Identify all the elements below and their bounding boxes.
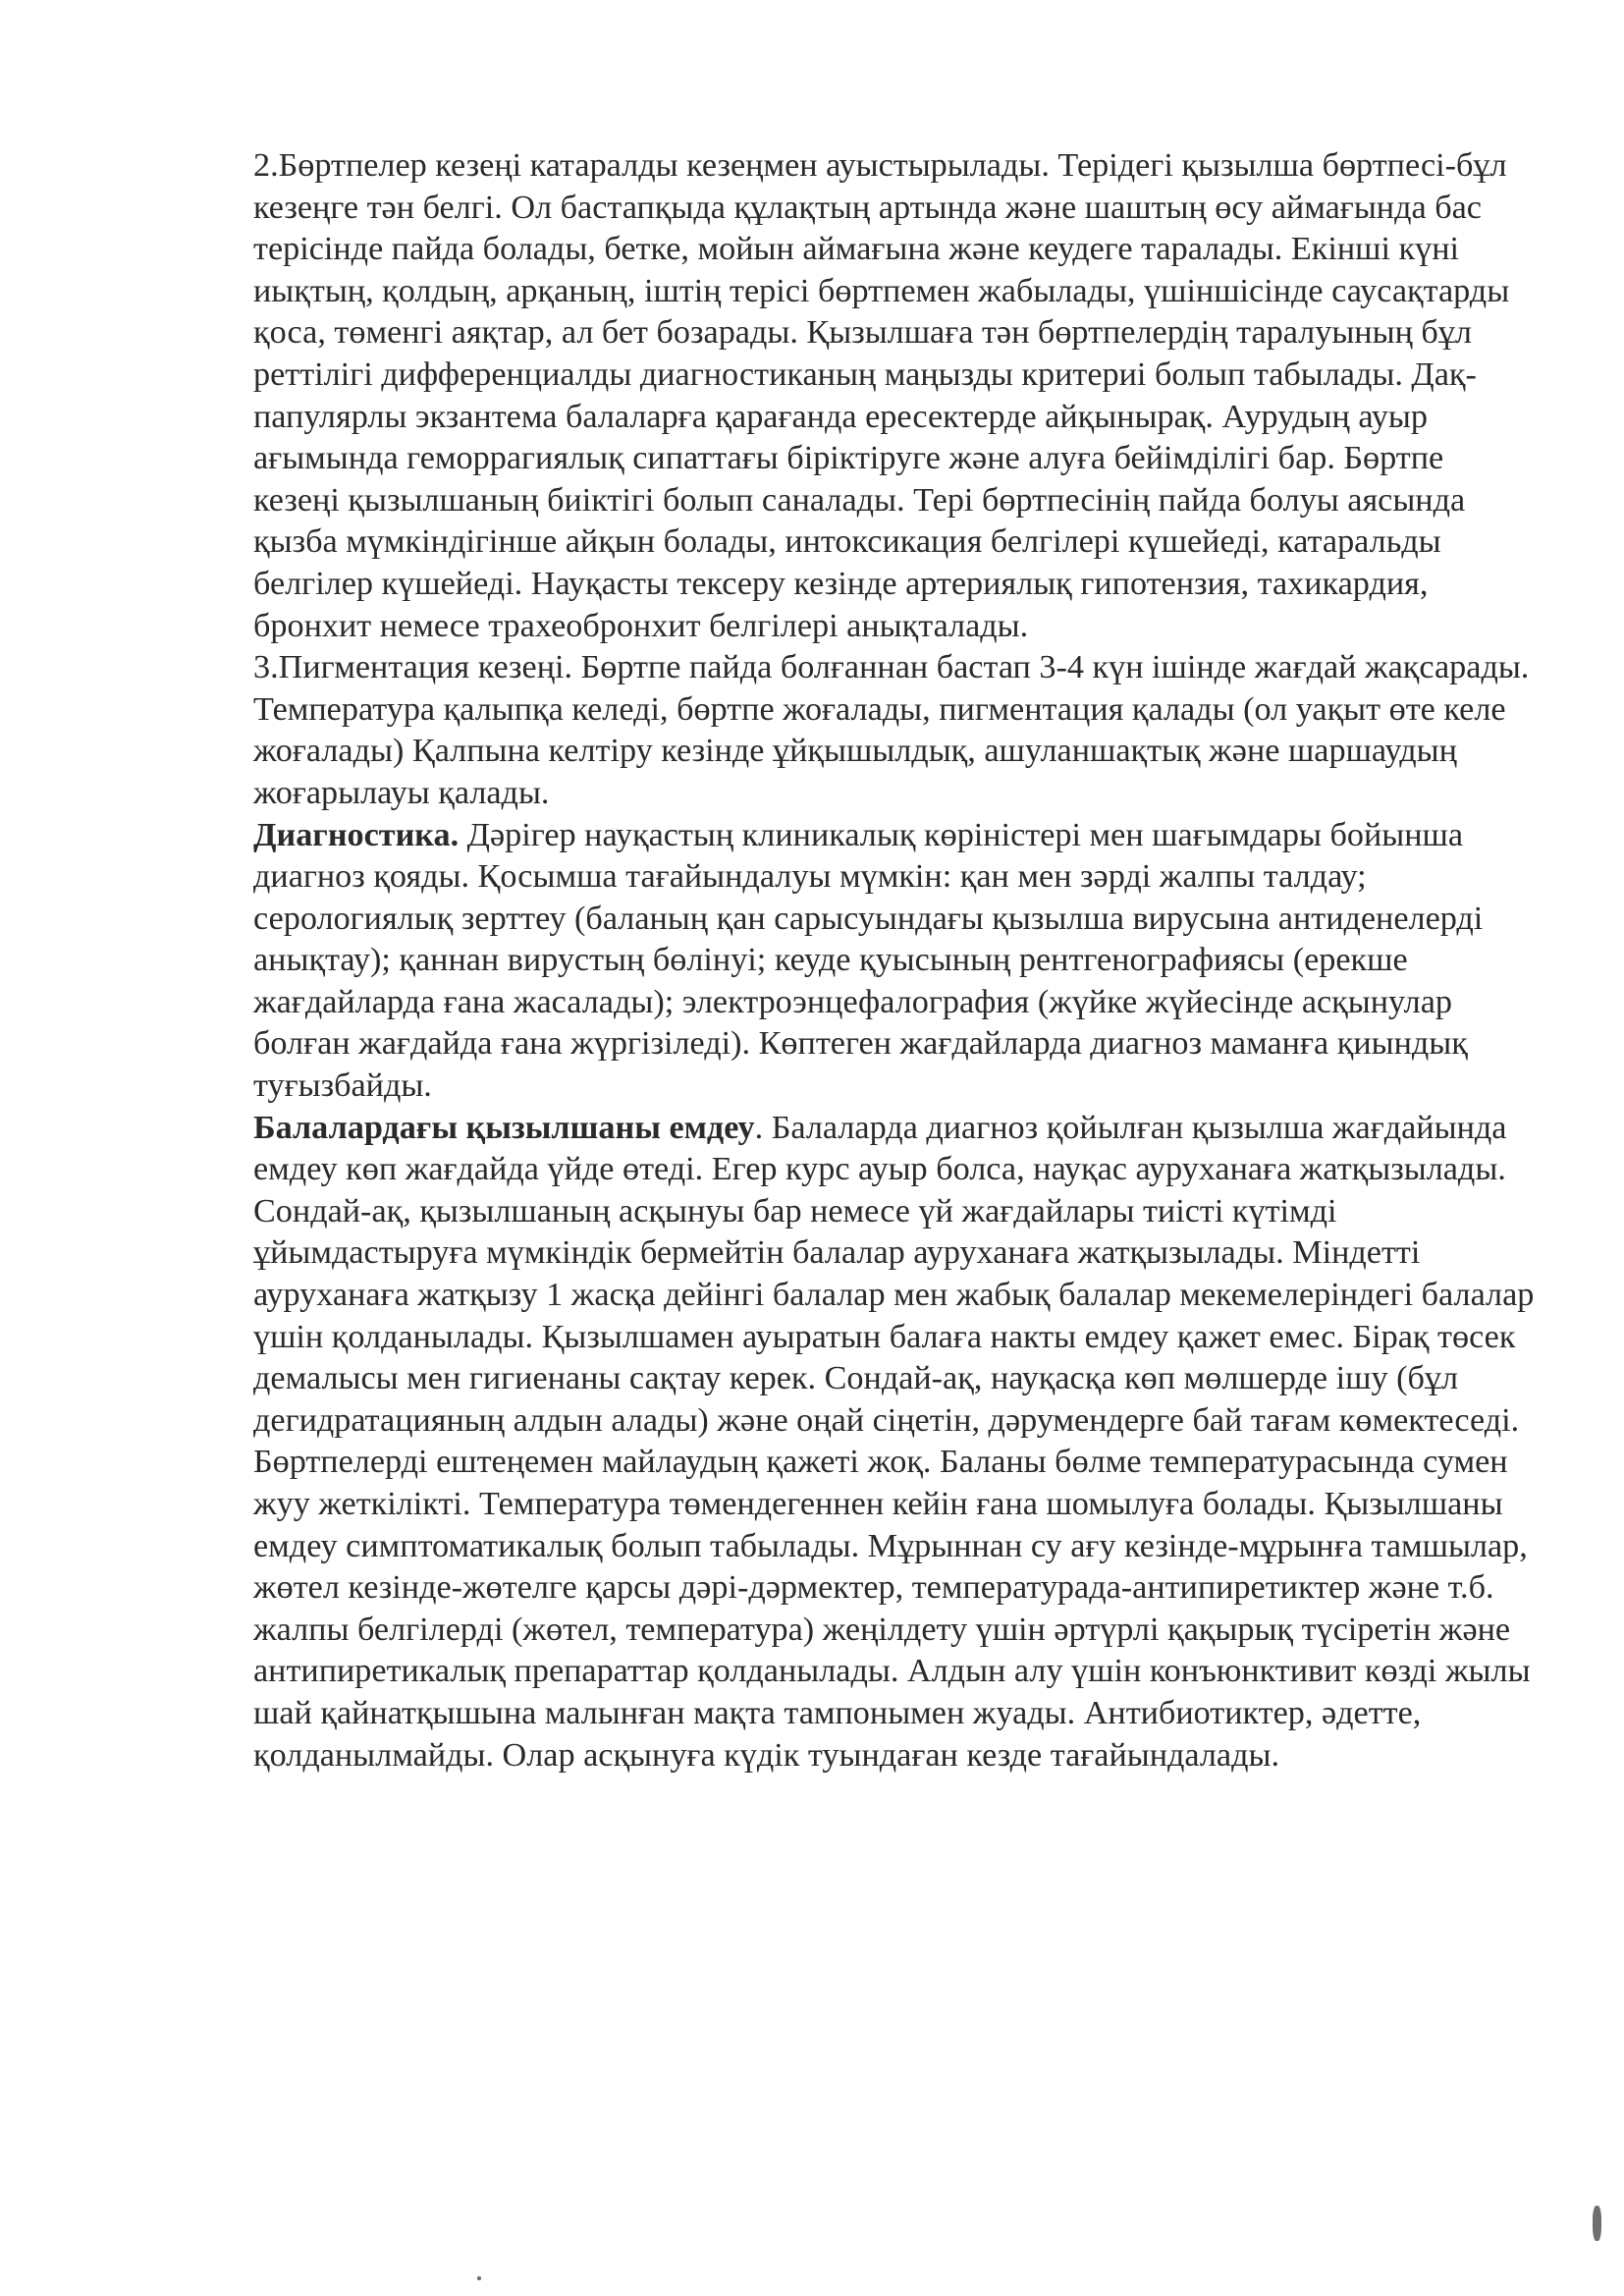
- paragraph-pigmentation-period: 3.Пигментация кезеңі. Бөртпе пайда болғаннан бастап 3-4 күн ішінде жағдай жақсарады. Температура қалыпқа келеді, бөртпе жоғалады, пигментация қалады (ол уақыт өте келе жоғалады) Қалпына келтіру кезінде ұйқышылдық, ашуланшақтық және шаршаудың жоғарылауы қалады.: [253, 649, 1530, 811]
- paragraph-diagnostics: [253, 815, 1535, 1108]
- scan-dot-mark: [477, 2276, 481, 2280]
- diagnostics-body: Дәрігер науқастың клиникалық көріністері мен шағымдары бойынша диагноз қояды. Қосымша тағайындалуы мүмкін: қан мен зәрді жалпы талдау; серологиялық зерттеу (баланың қан сарысуындағы қызылша вирусына антиденелерді анықтау); қаннан вирустың бөлінуі; кеуде қуысының рентгенографиясы (ерекше жағдайларда ғана жасалады); электроэнцефалография (жүйке жүйесінде асқынулар болған жағдайда ғана жүргізіледі). Көптеген жағдайларда диагноз маманға қиындық туғызбайды.: [253, 816, 1484, 1105]
- paragraph-treatment: [253, 1108, 1535, 1777]
- document-page: [253, 145, 1535, 1777]
- treatment-body: . Балаларда диагноз қойылған қызылша жағдайында емдеу көп жағдайда үйде өтеді. Егер курс ауыр болса, науқас ауруханаға жатқызылады. Сондай-ақ, қызылшаның асқынуы бар немесе үй жағдайлары тиісті күтімді ұйымдастыруға мүмкіндік бермейтін балалар ауруханаға жатқызылады. Міндетті ауруханаға жатқызу 1 жасқа дейінгі балалар мен жабық балалар мекемелеріндегі балалар үшін қолданылады. Қызылшамен ауыратын балаға накты емдеу қажет емес. Бірақ төсек демалысы мен гигиенаны сақтау керек. Сондай-ақ, науқасқа көп мөлшерде ішу (бұл дегидратацияның алдын алады) және оңай сіңетін, дәрумендерге бай тағам көмектеседі. Бөртпелерді ештеңемен майлаудың қажеті жоқ. Баланы бөлме температурасында сумен жуу жеткілікті. Температура төмендегеннен кейін ғана шомылуға болады. Қызылшаны емдеу симптоматикалық болып табылады. Мұрыннан су ағу кезінде-мұрынға тамшылар, жөтел кезінде-жөтелге қарсы дәрі-дәрмектер, температурада-антипиретиктер және т.б. жалпы белгілерді (жөтел, температура) жеңілдету үшін әртүрлі қақырық түсіретін және антипиретикалық препараттар қолданылады. Алдын алу үшін конъюнктивит көзді жылы шай қайнатқышына малынған мақта тампонымен жуады. Антибиотиктер, әдетте, қолданылмайды. Олар асқынуға күдік туындаған кезде тағайындалады.: [253, 1109, 1535, 1774]
- diagnostics-heading: Диагностика.: [253, 816, 460, 853]
- scan-edge-mark: [1593, 2206, 1601, 2241]
- paragraph-rash-period: 2.Бөртпелер кезеңі катаралды кезеңмен ауыстырылады. Терідегі қызылша бөртпесі-бұл кезеңге тән белгі. Ол бастапқыда құлақтың артында және шаштың өсу аймағында бас терісінде пайда болады, бетке, мойын аймағына және кеудеге таралады. Екінші күні иықтың, қолдың, арқаның, іштің терісі бөртпемен жабылады, үшіншісінде саусақтарды қоса, төменгі аяқтар, ал бет бозарады. Қызылшаға тән бөртпелердің таралуының бұл реттілігі дифференциалды диагностиканың маңызды критериі болып табылады. Дақ-папулярлы экзантема балаларға қарағанда ересектерде айқынырақ. Аурудың ауыр ағымында геморрагиялық сипаттағы біріктіруге және алуға бейімділігі бар. Бөртпе кезеңі қызылшаның биіктігі болып саналады. Тері бөртпесінің пайда болуы аясында қызба мүмкіндігінше айқын болады, интоксикация белгілері күшейеді, катаральды белгілер күшейеді. Науқасты тексеру кезінде артериялық гипотензия, тахикардия, бронхит немесе трахеобронхит белгілері анықталады.: [253, 147, 1510, 644]
- treatment-heading: Балалардағы қызылшаны емдеу: [253, 1109, 755, 1146]
